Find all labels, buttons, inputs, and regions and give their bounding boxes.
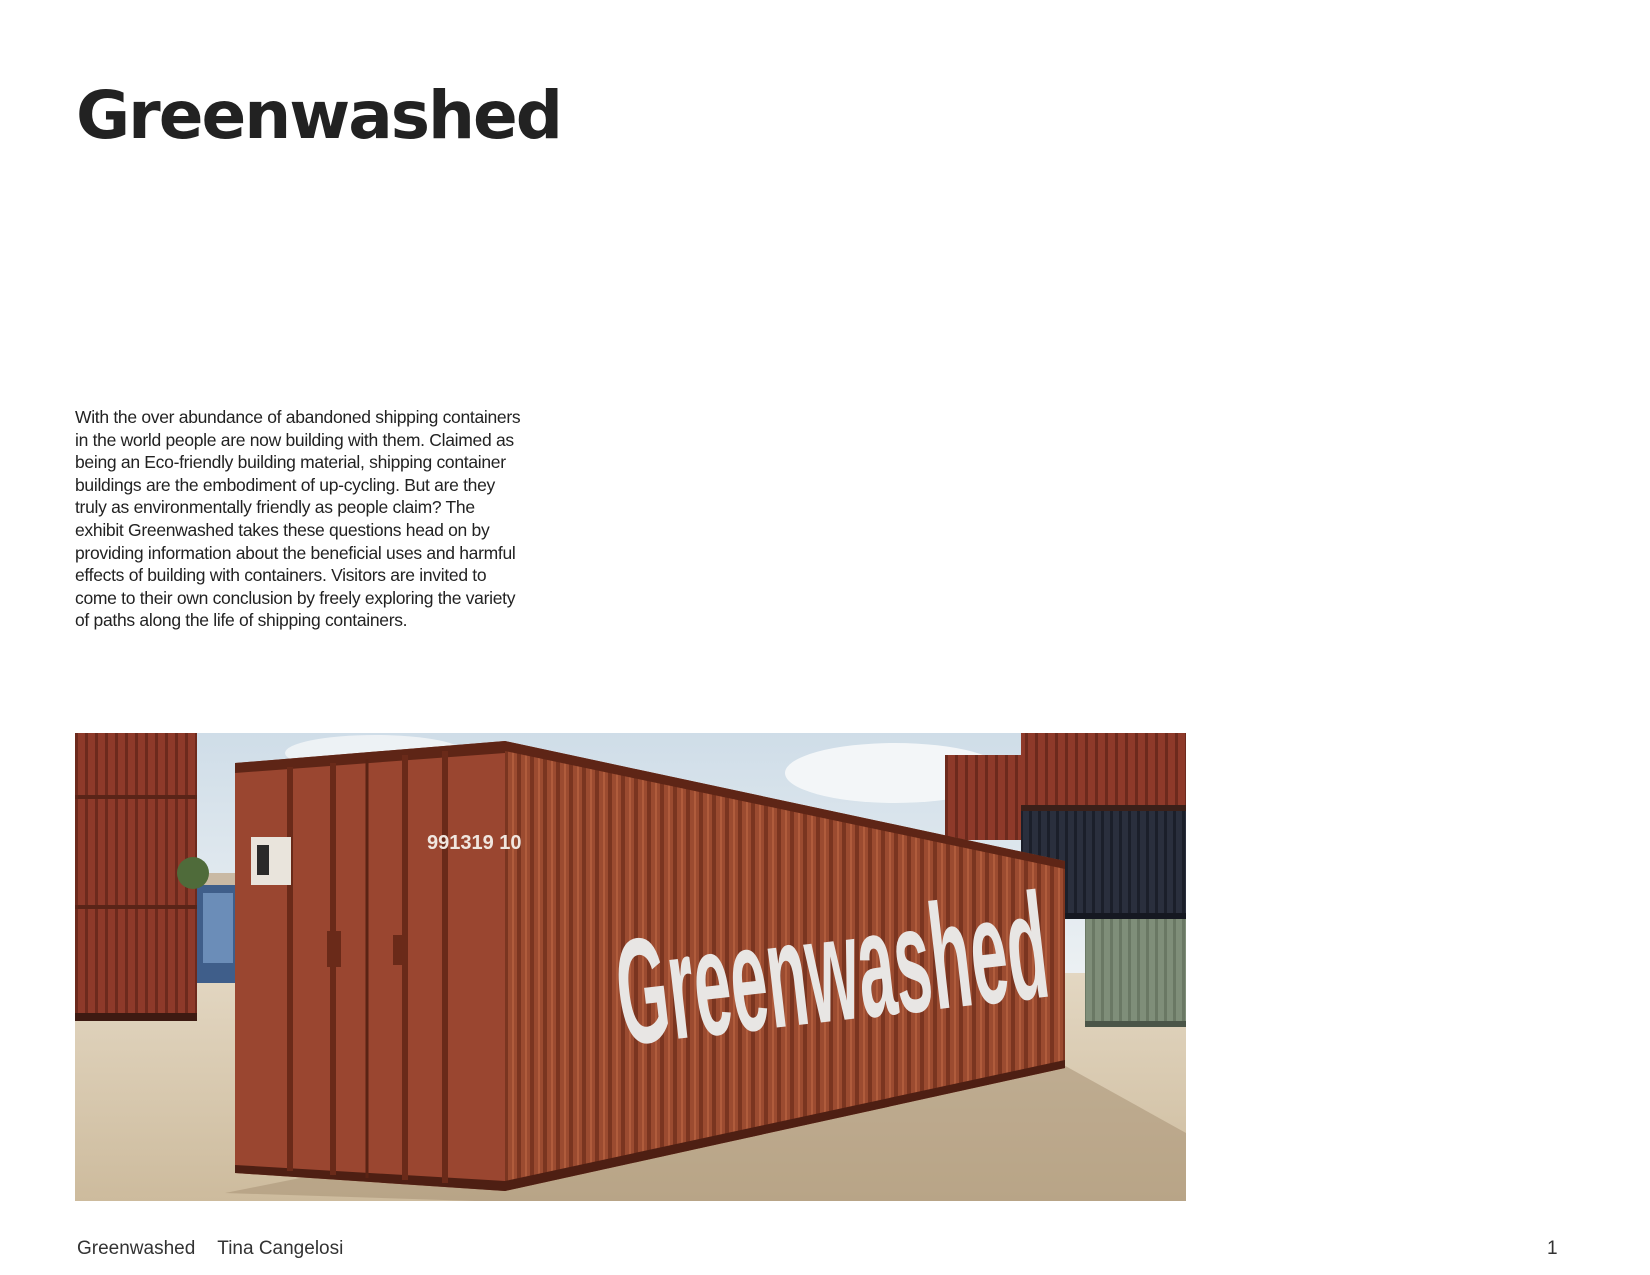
container-number: 991319 10 (427, 832, 522, 854)
footer-author: Tina Cangelosi (217, 1238, 344, 1259)
footer-project: Greenwashed (77, 1238, 196, 1259)
intro-paragraph: With the over abundance of abandoned shipping containers in the world people are now building with them. Claimed as being an Eco-friendly building material, shipping container buildings are the embodiment of up-cycling. But are they truly as environmentally friendly as people claim? The exhibit Greenwashed takes these questions head on by providing information about the beneficial uses and harmful effects of building with containers. Visitors are invited to come to their own conclusion by freely exploring the variety of paths along the life of shipping containers. (75, 407, 521, 631)
page-title: Greenwashed (76, 77, 562, 154)
page-number: 1 (1547, 1238, 1558, 1259)
footer (77, 1238, 365, 1260)
container-photo (75, 733, 1186, 1201)
